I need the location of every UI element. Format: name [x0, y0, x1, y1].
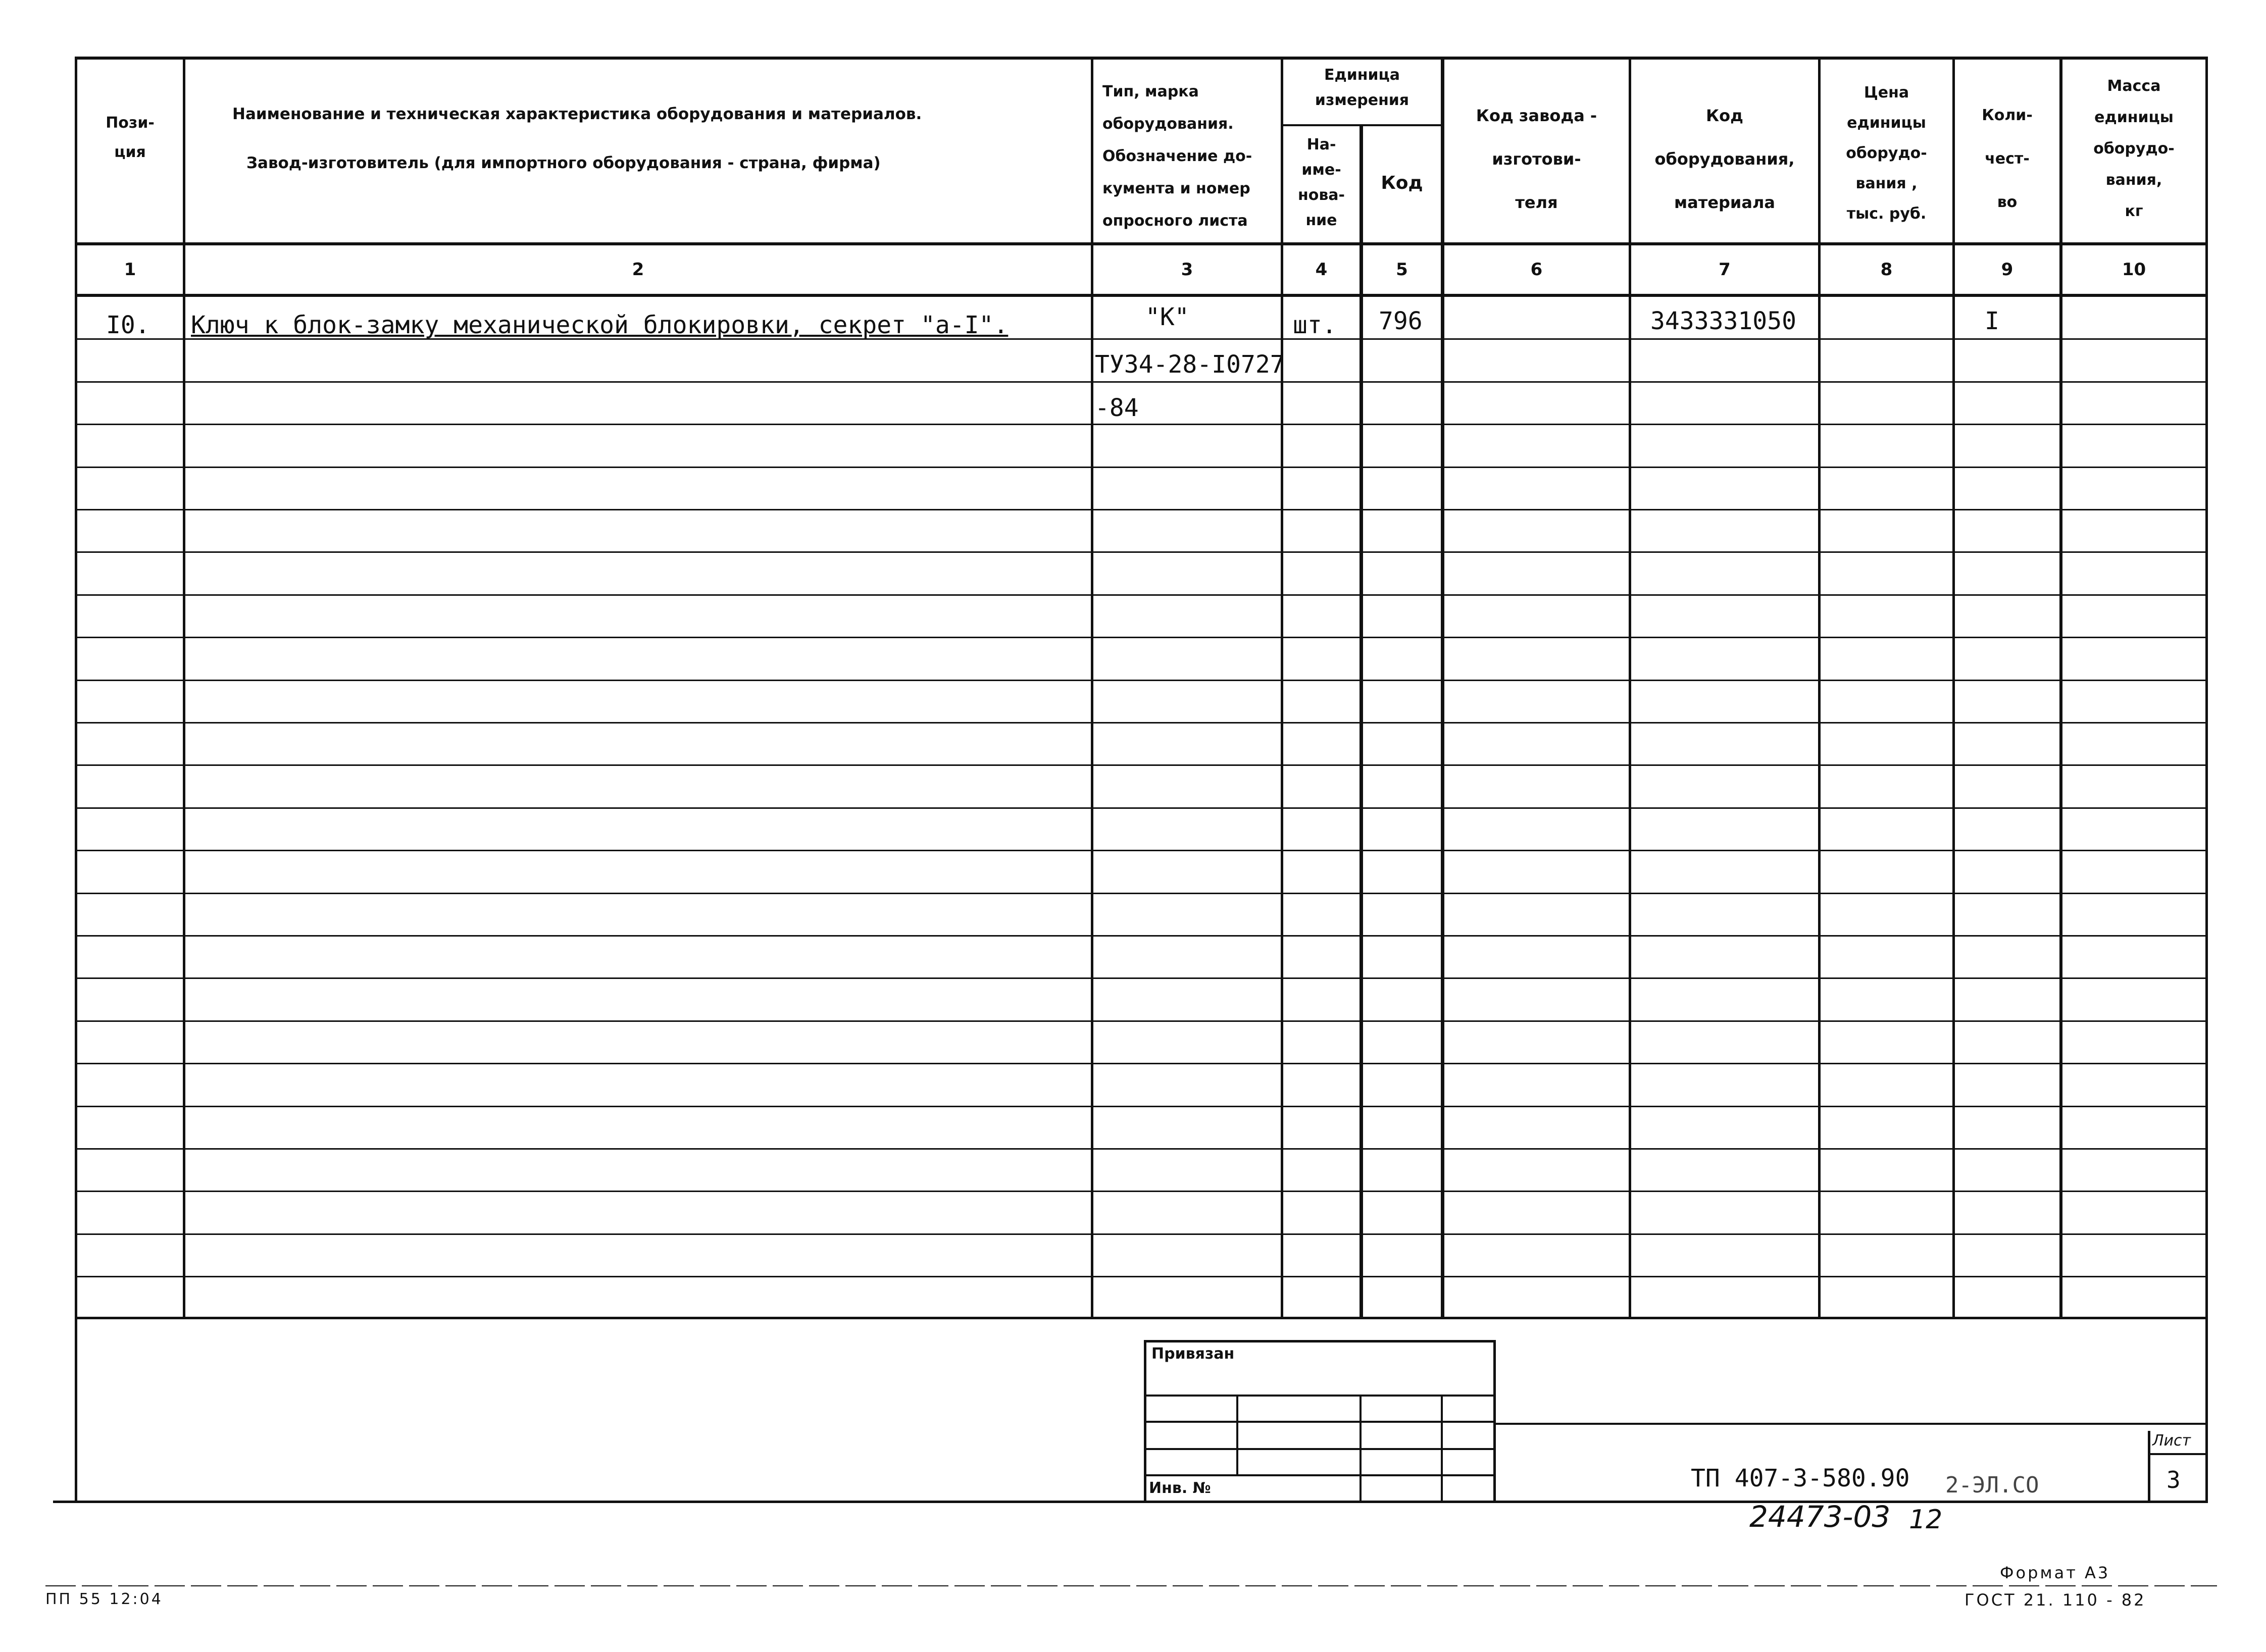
colnum-4: 4 [1315, 260, 1328, 280]
header-name-line2: Завод-изготовитель (для импортного оборудования - страна, фирма) [246, 154, 881, 172]
stamp-inv-no: Инв. № [1149, 1479, 1211, 1497]
table-row-line [76, 424, 2207, 425]
table-row-line [76, 935, 2207, 937]
table-top-border [76, 57, 2207, 60]
table-row-line [76, 680, 2207, 681]
header-name-line1: Наименование и техническая характеристика оборудования и материалов. [232, 105, 922, 123]
table-row-line [76, 722, 2207, 724]
table-row-line [76, 1276, 2207, 1277]
colnum-3: 3 [1181, 260, 1193, 280]
handwritten-number-2: 12 [1909, 1505, 1943, 1535]
header-unit-name: На- име- нова- ние [1297, 136, 1345, 229]
header-quantity: Коли- чест- во [1982, 107, 2033, 211]
colnum-10: 10 [2122, 260, 2146, 280]
table-row-line [76, 764, 2207, 766]
table-row-line [76, 1191, 2207, 1192]
table-row-line [76, 1063, 2207, 1064]
row-type-line2: ТУ34-28-I0727 [1095, 350, 1285, 379]
table-row-line [76, 1020, 2207, 1022]
colnum-8: 8 [1880, 260, 1893, 280]
table-row-line [76, 807, 2207, 809]
stamp-line-3 [1144, 1448, 1496, 1450]
stamp-vline-1 [1236, 1395, 1238, 1475]
table-row-line [76, 977, 2207, 979]
row-quantity: I [1985, 307, 1999, 335]
table-row-line [76, 893, 2207, 894]
footer-gost: ГОСТ 21. 110 - 82 [1965, 1590, 2146, 1610]
row-position: I0. [106, 311, 150, 339]
table-bottom-border [76, 1317, 2207, 1319]
footer-left: ПП 55 12:04 [45, 1590, 163, 1608]
colnum-7: 7 [1719, 260, 1731, 280]
row-type-line3: -84 [1095, 394, 1139, 422]
footer-rule [45, 1585, 2217, 1586]
sheet-label: Лист [2152, 1432, 2191, 1450]
table-row-line [76, 850, 2207, 851]
table-row-line [76, 509, 2207, 510]
header-equipment-code: Код оборудования, материала [1654, 106, 1795, 212]
header-unit-group: Единица измерения [1315, 66, 1409, 109]
table-row-line [76, 594, 2207, 596]
col-sep-5 [1441, 57, 1444, 1319]
title-block-line [1496, 1423, 2207, 1425]
table-row-line [76, 637, 2207, 638]
stamp-vline-2 [1359, 1395, 1362, 1501]
stamp-line-2 [1144, 1421, 1496, 1423]
stamp-line-4 [1144, 1474, 1496, 1476]
stamp-box [1144, 1340, 1496, 1501]
table-row-line [76, 1106, 2207, 1107]
sheet-box-split [2148, 1453, 2207, 1455]
row-name: Ключ к блок-замку механической блокировки, секрет "а-I". [191, 311, 1009, 339]
colnum-5: 5 [1396, 260, 1408, 280]
colnum-9: 9 [2001, 260, 2013, 280]
header-type: Тип, марка оборудования. Обозначение до- кумента и номер опросного листа [1102, 83, 1252, 230]
handwritten-number: 24473-03 [1749, 1500, 1891, 1534]
colnum-1: 1 [124, 260, 136, 280]
doc-number: ТП 407-3-580.90 [1691, 1464, 1910, 1492]
footer-format: Формат А3 [2000, 1563, 2110, 1582]
colnum-6: 6 [1530, 260, 1543, 280]
header-position: Пози- ция [106, 114, 155, 161]
colnum-2: 2 [632, 260, 644, 280]
header-unit-code: Код [1381, 173, 1423, 193]
table-row-line [76, 467, 2207, 468]
header-plant-code: Код завода - изготови- теля [1476, 106, 1597, 212]
header-price: Цена единицы оборудо- вания , тыс. руб. [1846, 84, 1927, 223]
table-row-line [76, 551, 2207, 553]
table-row-line [76, 1233, 2207, 1235]
doc-suffix: 2-ЭЛ.СО [1945, 1472, 2039, 1498]
table-row-line [76, 1148, 2207, 1150]
stamp-line-1 [1144, 1395, 1496, 1397]
stamp-privyazan: Привязан [1151, 1345, 1235, 1363]
row-unit-code: 796 [1379, 307, 1423, 335]
col-sep-4 [1359, 124, 1363, 1319]
row-unit-name: шт. [1293, 311, 1337, 339]
stamp-vline-3 [1441, 1395, 1443, 1501]
row-equipment-code: 3433331050 [1650, 307, 1796, 335]
sheet-number: 3 [2167, 1466, 2181, 1493]
table-row-line [76, 381, 2207, 383]
row-type-line1: "К" [1145, 303, 1189, 331]
frame-right-border [2205, 57, 2208, 1503]
header-mass: Масса единицы оборудо- вания, кг [2093, 77, 2175, 220]
